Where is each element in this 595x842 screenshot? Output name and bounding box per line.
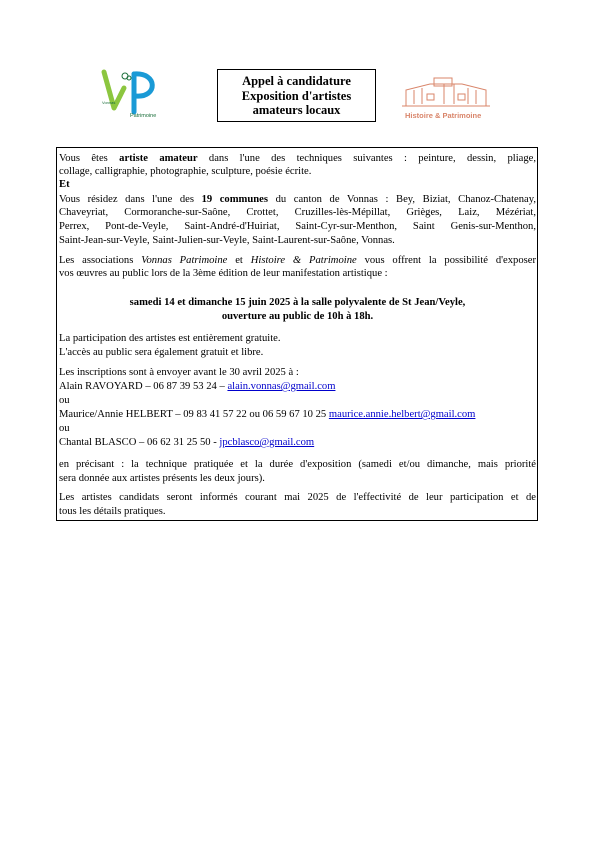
intro-line-6: Perrex, Pont-de-Veyle, Saint-André-d'Huiriat, Saint-Cyr-sur-Menthon, Saint Genis-sur-Menthon, <box>59 221 536 232</box>
title-line-2: Exposition d'artistes <box>241 88 352 103</box>
contact-3 <box>59 437 536 449</box>
title-line-1: Appel à candidature <box>242 74 351 88</box>
contact-text: Chantal BLASCO – 06 62 31 25 50 - <box>59 437 220 448</box>
precision-line-1: en précisant : la technique pratiquée et la durée d'exposition (samedi et/ou dimanche, mais priorité <box>59 459 536 470</box>
contact-2 <box>59 409 536 421</box>
contact-1 <box>59 381 536 393</box>
intro-line-5: Chaveyriat, Cormoranche-sur-Saône, Crottet, Cruzilles-lès-Mépillat, Grièges, Laiz, Mézériat, <box>59 207 536 218</box>
free-line-1: La participation des artistes est entièrement gratuite. <box>59 333 281 344</box>
intro-line-2: collage, calligraphie, photographie, sculpture, poésie écrite. <box>59 166 312 177</box>
vonnas-patrimoine-logo <box>100 68 176 120</box>
closing-line-1: Les artistes candidats seront informés courant mai 2025 de l'effectivité de leur participation et de <box>59 492 536 503</box>
title-box <box>217 69 376 122</box>
intro-text: dans l'une des techniques suivantes : peinture, dessin, pliage, <box>197 153 536 164</box>
intro-et: Et <box>59 179 70 190</box>
or-1: ou <box>59 395 70 406</box>
logo-brand-text: Patrimoine <box>130 113 157 119</box>
assoc-name: Vonnas Patrimoine <box>141 255 228 266</box>
contacts-intro: Les inscriptions sont à envoyer avant le 30 avril 2025 à : <box>59 367 299 378</box>
intro-text: Vous êtes <box>59 153 120 164</box>
intro-emphasis: artiste amateur <box>119 153 198 164</box>
assoc-line-2: vos œuvres au public lors de la 3ème édition de leur manifestation artistique : <box>59 268 388 279</box>
email-link-1[interactable]: alain.vonnas@gmail.com <box>227 381 336 392</box>
contact-text: Maurice/Annie HELBERT – 09 83 41 57 22 ou 06 59 67 10 25 <box>59 409 329 420</box>
event-line-2: ouverture au public de 10h à 18h. <box>221 311 374 322</box>
assoc-text: vous offrent la possibilité d'exposer <box>356 255 536 266</box>
intro-emphasis: 19 communes <box>201 194 268 205</box>
logo-small-text: Vonnas <box>102 100 116 105</box>
intro-line-4 <box>59 194 536 206</box>
closing-line-2: tous les détails pratiques. <box>59 506 166 517</box>
precision-line-2: sera donnée aux artistes présents les deux jours). <box>59 473 265 484</box>
free-line-2: L'accès au public sera également gratuit et libre. <box>59 347 264 358</box>
intro-text: Vous résidez dans l'une des <box>59 194 202 205</box>
assoc-name: Histoire & Patrimoine <box>250 255 357 266</box>
intro-line-1 <box>59 153 536 165</box>
email-link-3[interactable]: jpcblasco@gmail.com <box>219 437 315 448</box>
contact-text: Alain RAVOYARD – 06 87 39 53 24 – <box>59 381 228 392</box>
or-2: ou <box>59 423 70 434</box>
title-line-3: amateurs locaux <box>252 103 341 117</box>
assoc-line-1 <box>59 255 536 267</box>
email-link-2[interactable]: maurice.annie.helbert@gmail.com <box>328 409 476 420</box>
logo-caption: Histoire & Patrimoine <box>405 111 482 120</box>
intro-text: du canton de Vonnas : Bey, Biziat, Chanoz-Chatenay, <box>268 194 536 205</box>
assoc-text: Les associations <box>59 255 142 266</box>
intro-line-7: Saint-Jean-sur-Veyle, Saint-Julien-sur-Veyle, Saint-Laurent-sur-Saône, Vonnas. <box>59 235 395 246</box>
assoc-text: et <box>227 255 251 266</box>
event-line-1: samedi 14 et dimanche 15 juin 2025 à la salle polyvalente de St Jean/Veyle, <box>129 297 466 308</box>
